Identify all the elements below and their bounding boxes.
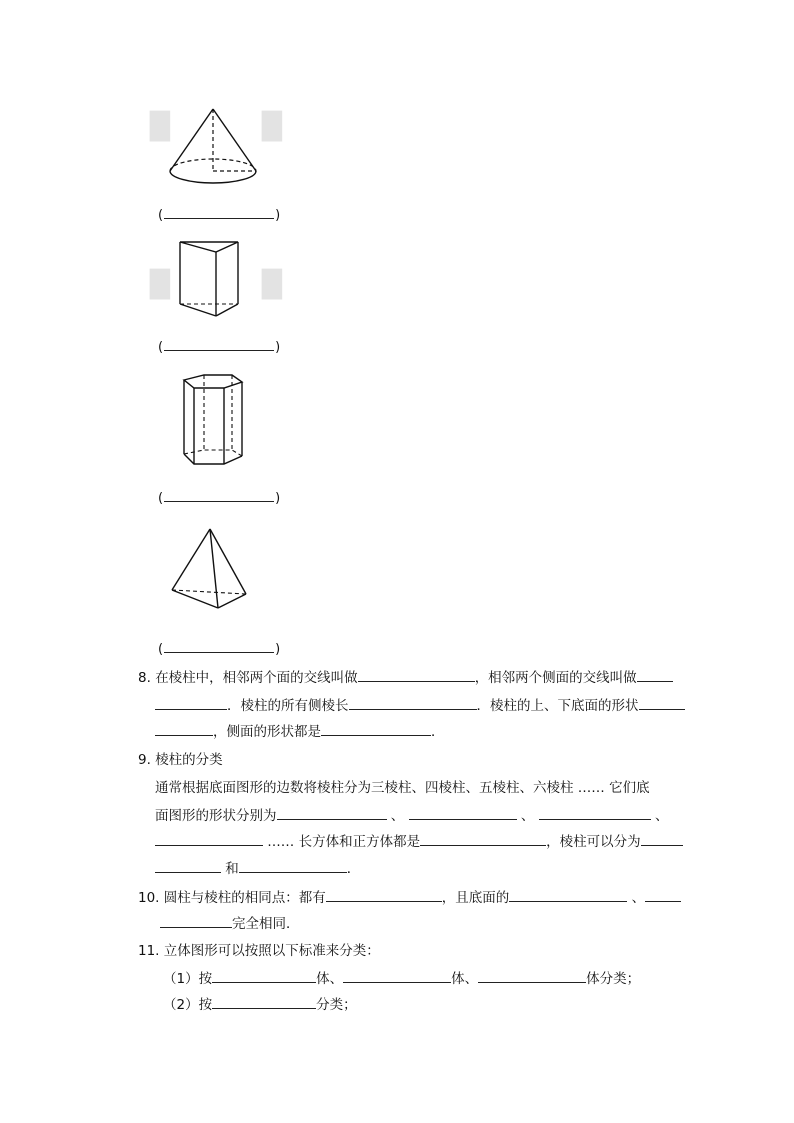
- q11-title: 11. 立体图形可以按照以下标准来分类：: [138, 943, 380, 959]
- q9-line-2: 面图形的形状分别为 、 、 、: [155, 808, 669, 824]
- hex-top-face: [184, 375, 242, 388]
- q9-blank-4[interactable]: [155, 832, 263, 846]
- q11-item-1: （1）按 体、 体、 体分类；: [163, 971, 641, 987]
- q8-line-3: ，侧面的形状都是 ．: [155, 722, 445, 741]
- q10-blank-2[interactable]: [509, 888, 627, 902]
- cone-right-edge: [213, 109, 256, 171]
- q9-title: 9. 棱柱的分类: [138, 752, 223, 768]
- scan-ghost-1: █: [150, 112, 170, 142]
- cone-base-front: [170, 171, 256, 183]
- answer-paren-4: ( ): [158, 642, 281, 657]
- cone-figure: [158, 105, 268, 195]
- q8-blank-1[interactable]: [358, 668, 475, 682]
- q9-blank-5[interactable]: [420, 832, 546, 846]
- q10-blank-1[interactable]: [326, 888, 442, 902]
- cone-left-edge: [170, 109, 213, 171]
- q9-line-3: …… 长方体和正方体都是 ，棱柱可以分为: [155, 832, 683, 851]
- answer-paren-1: ( ): [158, 208, 281, 223]
- q8-line-1: 8. 在棱柱中，相邻两个面的交线叫做 ，相邻两个侧面的交线叫做: [138, 668, 673, 687]
- answer-blank-2[interactable]: [164, 338, 274, 351]
- hexagonal-prism-figure: [174, 372, 254, 472]
- q10-blank-3b[interactable]: [160, 914, 232, 928]
- q9-blank-7[interactable]: [239, 859, 347, 873]
- q8-number: 8.: [138, 670, 151, 686]
- q8-blank-4b[interactable]: [155, 722, 213, 736]
- q8-blank-2b[interactable]: [155, 696, 227, 710]
- q11-number: 11.: [138, 943, 160, 959]
- q10-number: 10.: [138, 890, 160, 906]
- q9-number: 9.: [138, 752, 151, 768]
- answer-blank-1[interactable]: [164, 206, 274, 219]
- q11-blank-4[interactable]: [212, 995, 316, 1009]
- q8-blank-3[interactable]: [349, 696, 477, 710]
- scan-ghost-4: █: [262, 270, 282, 300]
- q10-line-1: 10. 圆柱与棱柱的相同点：都有 ，且底面的 、: [138, 888, 681, 907]
- q8-line-2: ．棱柱的所有侧棱长 ．棱柱的上、下底面的形状: [155, 696, 685, 715]
- q10-line-2: 完全相同．: [160, 914, 300, 933]
- answer-blank-3[interactable]: [164, 489, 274, 502]
- q9-blank-6a[interactable]: [641, 832, 683, 846]
- q9-line-4: 和 ．: [155, 859, 360, 878]
- answer-paren-2: ( ): [158, 340, 281, 355]
- q9-blank-6b[interactable]: [155, 859, 221, 873]
- q9-blank-3[interactable]: [539, 806, 651, 820]
- q9-line-1: 通常根据底面图形的边数将棱柱分为三棱柱、四棱柱、五棱柱、六棱柱 …… 它们底: [155, 780, 650, 796]
- q11-blank-2[interactable]: [343, 969, 451, 983]
- q9-blank-2[interactable]: [409, 806, 517, 820]
- q11-blank-1[interactable]: [212, 969, 316, 983]
- q8-blank-5[interactable]: [321, 722, 431, 736]
- q8-blank-2a[interactable]: [637, 668, 673, 682]
- answer-blank-4[interactable]: [164, 640, 274, 653]
- scan-ghost-2: █: [262, 112, 282, 142]
- prism-top-face: [180, 242, 238, 252]
- q9-blank-1[interactable]: [277, 806, 387, 820]
- q10-blank-3a[interactable]: [645, 888, 681, 902]
- scan-ghost-3: █: [150, 270, 170, 300]
- answer-paren-3: ( ): [158, 491, 281, 506]
- q8-blank-4a[interactable]: [639, 696, 685, 710]
- q11-item-2: （2）按 分类；: [163, 997, 357, 1013]
- triangular-pyramid-figure: [166, 526, 256, 616]
- q11-blank-3[interactable]: [478, 969, 586, 983]
- triangular-prism-figure: [174, 236, 254, 326]
